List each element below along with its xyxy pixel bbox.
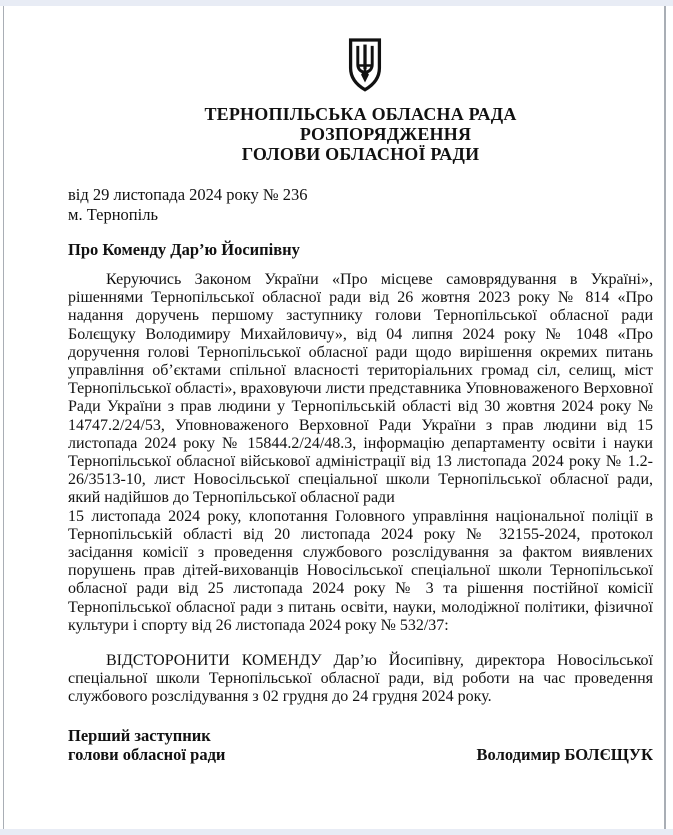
coat-of-arms-icon: [72, 38, 657, 93]
org-name: ТЕРНОПІЛЬСЬКА ОБЛАСНА РАДА: [204, 104, 517, 124]
signer-position: [68, 726, 225, 764]
document-header: [68, 104, 653, 164]
doc-subtype: ГОЛОВИ ОБЛАСНОЇ РАДИ: [241, 144, 480, 164]
signature-block: [68, 726, 653, 764]
body-paragraph-1-part-2: 15 листопада 2024 року, клопотання Головного управління національної поліції в Тернопільській області від 20 листопада 2024 року № 32155-2024, протокол засідання комісії з проведення службового розслідування за фактом виявлених порушень прав дітей-вихованців Новосільської спеціальної школи Тернопільської обласної ради від 25 листопада 2024 року № 3 та рішення постійної комісії Тернопільської обласної ради з питань освіти, науки, молодіжної політики, фізичної культури і спорту від 26 листопада 2024 року № 532/37:: [68, 507, 653, 634]
viewer-bottom-strip: [0, 829, 673, 835]
body-paragraph-1: [68, 271, 653, 635]
body-paragraph-2: ВІДСТОРОНИТИ КОМЕНДУ Дар’ю Йосипівну, директора Новосільської спеціальної школи Тернопільської обласної ради, від роботи на час проведення службового розслідування з 02 грудня до 24 грудня 2024 року.: [68, 652, 653, 706]
signer-name: Володимир БОЛЄЩУК: [476, 744, 653, 764]
page-left-border: [3, 6, 4, 829]
date-block: [68, 185, 653, 225]
signer-position-line-1: Перший заступник: [68, 725, 211, 745]
subject-line: Про Коменду Дар’ю Йосипівну: [68, 240, 300, 259]
doc-type: РОЗПОРЯДЖЕННЯ: [299, 124, 472, 144]
document-content: [68, 6, 653, 764]
signer-position-line-2: голови обласної ради: [68, 744, 226, 764]
body-paragraph-1-part-1: Керуючись Законом України «Про місцеве самоврядування в Україні», рішеннями Тернопільської обласної ради від 26 жовтня 2023 року № 814 «Про надання доручень першому заступнику голови Тернопільської обласної ради Болєщуку Володимиру Михайловичу», від 04 липня 2024 року № 1048 «Про доручення голові Тернопільської обласної ради щодо вирішення окремих питань управління об’єктами спільної власності територіальних громад сіл, селищ, міст Тернопільської області», враховуючи листи представника Уповноваженого Верховної Ради України з прав людини у Тернопільській області від 30 жовтня 2024 року № 14747.2/24/53, Уповноваженого Верховної Ради України з прав людини від 15 листопада 2024 року № 15844.2/24/48.3, інформацію департаменту освіти і науки Тернопільської обласної військової адміністрації від 13 листопада 2024 року № 1.2-26/3513-10, лист Новосільської спеціальної школи Тернопільської обласної ради, який надійшов до Тернопільської обласної ради: [68, 271, 653, 507]
city-line: м. Тернопіль: [68, 205, 158, 224]
date-number-line: від 29 листопада 2024 року № 236: [68, 185, 308, 204]
